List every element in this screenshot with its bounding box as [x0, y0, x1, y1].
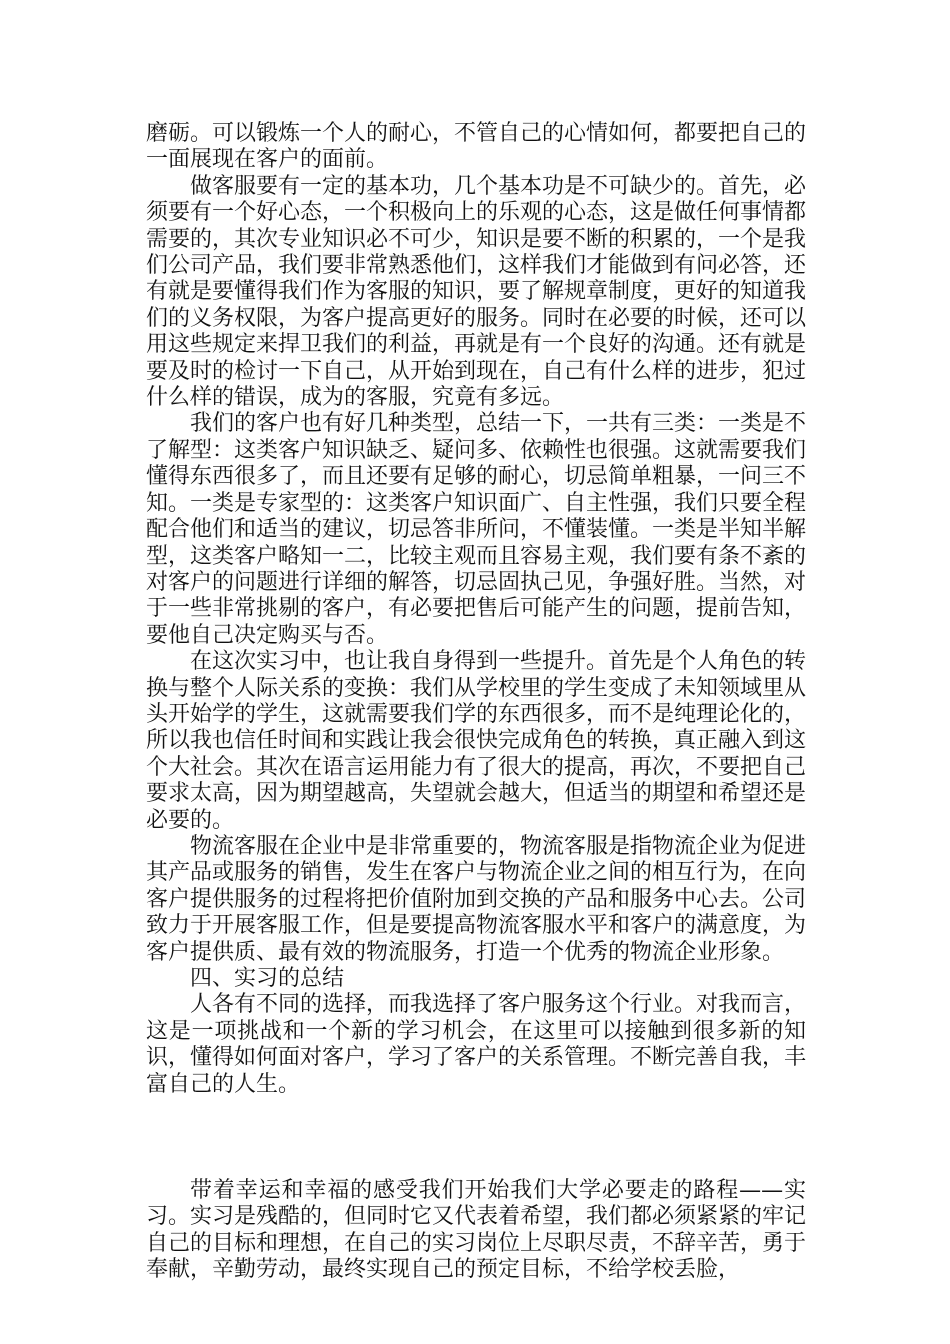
paragraph-basic-skills: 做客服要有一定的基本功，几个基本功是不可缺少的。首先，必须要有一个好心态，一个积极向上的乐观的心态，这是做任何事情都需要的，其次专业知识必不可少，知识是要不断的积累的，一个是我们公司产品，我们要非常熟悉他们，这样我们才能做到有问必答，还有就是要懂得我们作为客服的知识，要了解规章制度，更好的知道我们的义务权限，为客户提高更好的服务。同时在必要的时候，还可以用这些规定来捍卫我们的利益，再就是有一个良好的沟通。还有就是要及时的检讨一下自己，从开始到现在，自己有什么样的进步，犯过什么样的错误，成为的客服，究竟有多远。 [146, 173, 807, 411]
section-gap [146, 1098, 806, 1178]
paragraph-internship-journey: 带着幸运和幸福的感受我们开始我们大学必要走的路程——实习。实习是残酷的，但同时它又代表着希望，我们都必须紧紧的牢记自己的目标和理想，在自己的实习岗位上尽职尽责，不辞辛苦，勇于奉献，辛勤劳动，最终实现自己的预定目标，不给学校丢脸， [146, 1178, 807, 1283]
paragraph-logistics-service: 物流客服在企业中是非常重要的，物流客服是指物流企业为促进其产品或服务的销售，发生在客户与物流企业之间的相互行为，在向客户提供服务的过程将把价值附加到交换的产品和服务中心去。公司致力于开展客服工作，但是要提高物流客服水平和客户的满意度，为客户提供质、最有效的物流服务，打造一个优秀的物流企业形象。 [146, 833, 807, 965]
paragraph-self-improvement: 在这次实习中，也让我自身得到一些提升。首先是个人角色的转换与整个人际关系的变换：我们从学校里的学生变成了未知领域里从头开始学的学生，这就需要我们学的东西很多，而不是纯理论化的，所以我也信任时间和实践让我会很快完成角色的转换，真正融入到这个大社会。其次在语言运用能力有了很大的提高，再次，不要把自己要求太高，因为期望越高，失望就会越大，但适当的期望和希望还是必要的。 [146, 649, 807, 833]
paragraph-continuation: 磨砺。可以锻炼一个人的耐心，不管自己的心情如何，都要把自己的一面展现在客户的面前。 [146, 121, 807, 173]
section-heading-summary: 四、实习的总结 [190, 966, 345, 991]
paragraph-customer-types: 我们的客户也有好几种类型，总结一下，一共有三类：一类是不了解型：这类客户知识缺乏、疑问多、依赖性也很强。这就需要我们懂得东西很多了，而且还要有足够的耐心，切忌简单粗暴，一问三不知。一类是专家型的：这类客户知识面广、自主性强，我们只要全程配合他们和适当的建议，切忌答非所问，不懂装懂。一类是半知半解型，这类客户略知一二，比较主观而且容易主观，我们要有条不紊的对客户的问题进行详细的解答，切忌固执己见，争强好胜。当然，对于一些非常挑剔的客户，有必要把售后可能产生的问题，提前告知，要他自己决定购买与否。 [146, 411, 807, 648]
paragraph-summary: 人各有不同的选择，而我选择了客户服务这个行业。对我而言，这是一项挑战和一个新的学习机会，在这里可以接触到很多新的知识，懂得如何面对客户，学习了客户的关系管理。不断完善自我，丰富自己的人生。 [146, 992, 807, 1097]
document-page [146, 121, 806, 1284]
